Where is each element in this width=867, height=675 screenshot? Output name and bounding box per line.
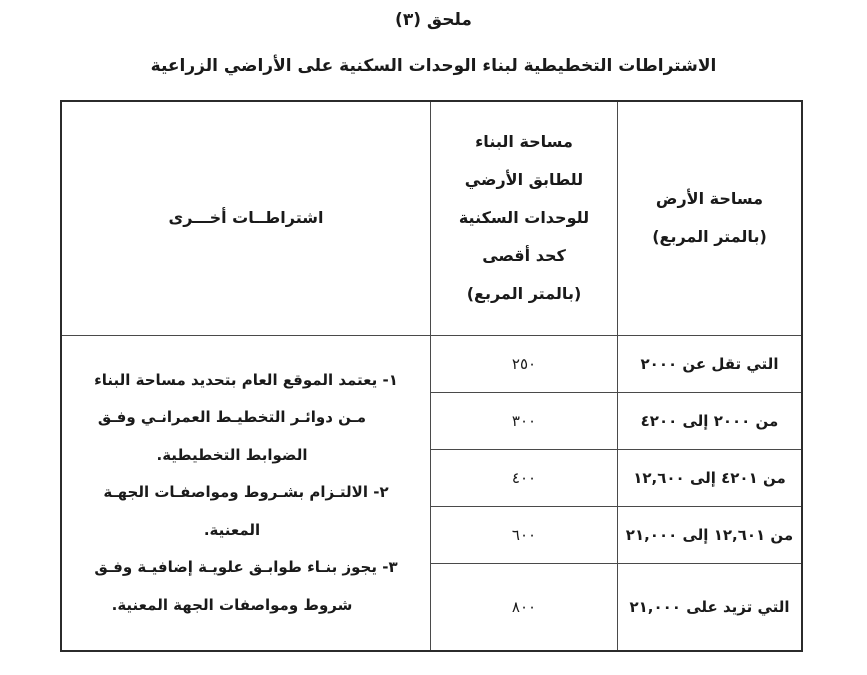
land-area-cell: من ٢٠٠٠ إلى ٤٢٠٠ [618, 392, 803, 449]
building-area-cell: ٣٠٠ [431, 392, 618, 449]
other-conditions-cell [61, 335, 431, 651]
document-title: الاشتراطات التخطيطية لبناء الوحدات السكنية على الأراضي الزراعية [150, 56, 717, 76]
condition-2: ٢- الالتـزام بشـروط ومواصفـات الجهـة [103, 483, 389, 501]
land-area-cell: التي تزيد على ٢١,٠٠٠ [618, 563, 803, 651]
condition-3-line-2: شروط ومواصفات الجهة المعنية. [111, 595, 353, 614]
table-row [61, 335, 802, 392]
condition-3: ٣- يجوز بنـاء طوابـق علويـة إضافيـة وفـق [94, 558, 398, 576]
building-area-cell: ٦٠٠ [431, 506, 618, 563]
building-area-cell: ٤٠٠ [431, 449, 618, 506]
land-area-cell: التي تقل عن ٢٠٠٠ [618, 335, 803, 392]
header-land-area: مساحة الأرض (بالمتر المربع) [618, 101, 803, 335]
header-other-conditions: اشتراطــات أخـــرى [61, 101, 431, 335]
condition-1-line-2: مـن دوائـر التخطيـط العمرانـي وفـق [97, 408, 367, 426]
planning-requirements-table [60, 100, 803, 652]
condition-1: ١- يعتمد الموقع العام بتحديد مساحة البناء [94, 370, 398, 389]
building-area-cell: ٨٠٠ [431, 563, 618, 651]
table-header-row [61, 101, 802, 335]
condition-2-line-2: المعنية. [203, 520, 261, 539]
land-area-cell: من ١٢,٦٠١ إلى ٢١,٠٠٠ [618, 506, 803, 563]
appendix-label: ملحق (٣) [395, 10, 472, 30]
header-building-area: مساحة البناء للطابق الأرضي للوحدات السكنية كحد أقصى (بالمتر المربع) [431, 101, 618, 335]
condition-1-line-3: الضوابط التخطيطية. [156, 445, 308, 464]
land-area-cell: من ٤٢٠١ إلى ١٢,٦٠٠ [618, 449, 803, 506]
building-area-cell: ٢٥٠ [431, 335, 618, 392]
